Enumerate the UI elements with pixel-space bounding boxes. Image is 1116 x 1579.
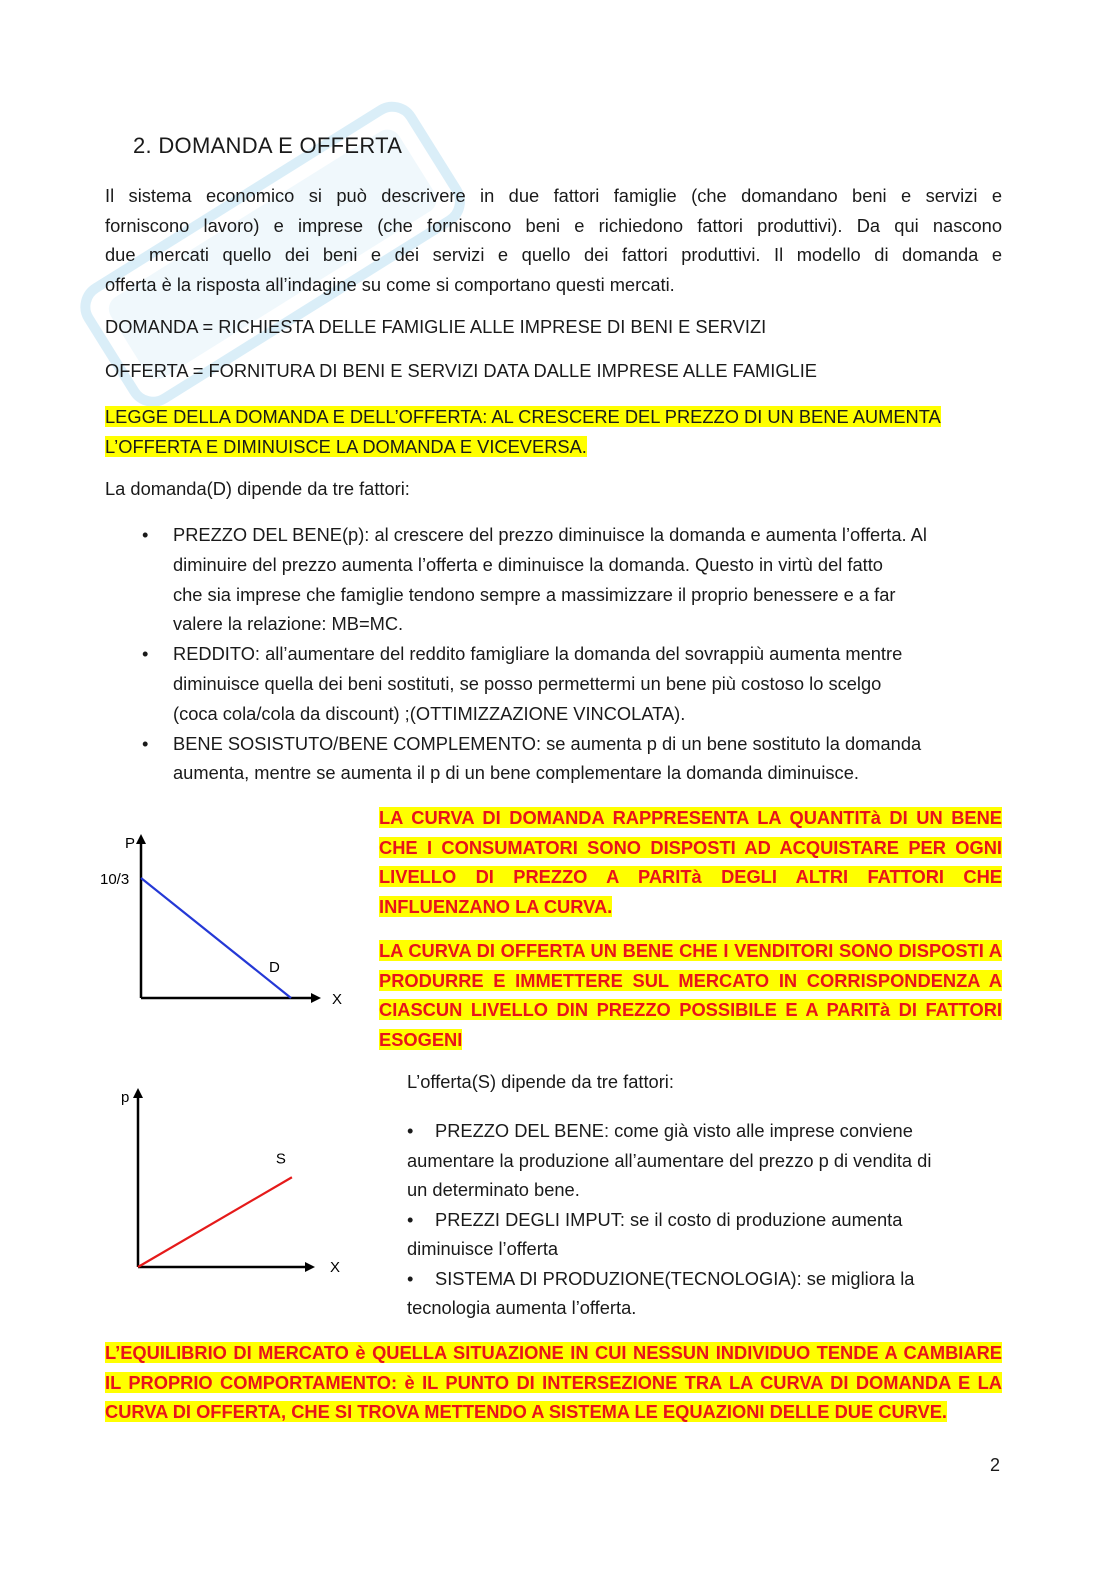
list-item-line: tecnologia aumenta l’offerta. <box>407 1297 637 1318</box>
definition-domanda: DOMANDA = RICHIESTA DELLE FAMIGLIE ALLE IMPRESE DI BENI E SERVIZI <box>105 316 767 337</box>
list-item-line: PREZZO DEL BENE: come già visto alle imprese conviene <box>435 1120 913 1141</box>
demand-series-line <box>141 878 291 998</box>
list-item-line: PREZZI DEGLI IMPUT: se il costo di produzione aumenta <box>435 1208 903 1230</box>
x-axis-label: X <box>332 991 343 1008</box>
list-item-line: diminuire del prezzo aumenta l’offerta e diminuisce la domanda. Questo in virtù del fatto <box>173 553 883 575</box>
curva-domanda-line: CHE I CONSUMATORI SONO DISPOSTI AD ACQUISTARE PER OGNI <box>379 836 1002 858</box>
list-item <box>105 729 1005 789</box>
list-item-line: diminuisce l’offerta <box>407 1238 559 1259</box>
list-item-line: (coca cola/cola da discount) ;(OTTIMIZZAZIONE VINCOLATA). <box>173 702 686 724</box>
equilibrio-line: L’EQUILIBRIO DI MERCATO è QUELLA SITUAZIONE IN CUI NESSUN INDIVIDUO TENDE A CAMBIARE <box>105 1342 1002 1363</box>
demand-series-label: D <box>269 959 280 976</box>
list-item-line: aumentare la produzione all’aumentare del prezzo p di vendita di <box>407 1149 932 1171</box>
curva-offerta-line: LA CURVA DI OFFERTA UN BENE CHE I VENDITORI SONO DISPOSTI A <box>379 940 1002 961</box>
list-item-line: REDDITO: all’aumentare del reddito famigliare la domanda del sovrappiù aumenta mentre <box>173 643 903 665</box>
list-item <box>407 1205 1007 1264</box>
list-item <box>407 1264 1007 1323</box>
list-item-line: aumenta, mentre se aumenta il p di un bene complementare la domanda diminuisce. <box>173 762 859 784</box>
bullet-icon: • <box>142 732 149 754</box>
domanda-factors-list <box>105 520 1005 788</box>
x-axis-label: X <box>330 1259 341 1276</box>
equilibrio-line: IL PROPRIO COMPORTAMENTO: è IL PUNTO DI INTERSEZIONE TRA LA CURVA DI DOMANDA E LA <box>105 1371 1002 1393</box>
x-axis-arrow-icon <box>311 993 321 1003</box>
x-axis-arrow-icon <box>305 1262 315 1272</box>
legge-line: L’OFFERTA E DIMINUISCE LA DOMANDA E VICEVERSA. <box>105 435 587 457</box>
equilibrio-definition <box>105 1338 1002 1427</box>
curva-domanda-line: INFLUENZANO LA CURVA. <box>379 895 613 917</box>
y-tick-label: 10/3 <box>100 871 130 888</box>
list-item-line: PREZZO DEL BENE(p): al crescere del prezzo diminuisce la domanda e aumenta l’offerta. Al <box>173 524 927 545</box>
definition-offerta: OFFERTA = FORNITURA DI BENI E SERVIZI DATA DALLE IMPRESE ALLE FAMIGLIE <box>105 360 817 381</box>
bullet-icon: • <box>142 643 149 665</box>
curva-domanda-line: LA CURVA DI DOMANDA RAPPRESENTA LA QUANTITà DI UN BENE <box>379 807 1002 828</box>
list-item <box>105 639 1005 728</box>
curva-offerta-definition <box>379 936 1002 1054</box>
curva-domanda-line: LIVELLO DI PREZZO A PARITà DEGLI ALTRI FATTORI CHE <box>379 866 1002 887</box>
curva-offerta-line: ESOGENI <box>379 1028 463 1050</box>
legge-domanda-offerta <box>105 402 941 461</box>
curva-domanda-definition <box>379 803 1002 921</box>
bullet-icon: • <box>407 1208 414 1230</box>
list-item <box>407 1116 1007 1205</box>
supply-series-label: S <box>275 1150 286 1168</box>
page-number: 2 <box>990 1455 1001 1475</box>
bullet-icon: • <box>142 524 149 545</box>
list-item-line: SISTEMA DI PRODUZIONE(TECNOLOGIA): se migliora la <box>435 1267 915 1289</box>
list-item-line: BENE SOSISTUTO/BENE COMPLEMENTO: se aumenta p di un bene sostituto la domanda <box>173 732 922 754</box>
list-item-line: un determinato bene. <box>407 1179 580 1200</box>
intro-line: Il sistema economico si può descrivere in due fattori famiglie (che domandano beni e servizi e <box>105 185 1002 206</box>
intro-line: offerta è la risposta all’indagine su come si comportano questi mercati. <box>105 273 675 295</box>
y-axis-label: p <box>121 1089 130 1106</box>
curva-offerta-line: PRODURRE E IMMETTERE SUL MERCATO IN CORRISPONDENZA A <box>379 969 1002 991</box>
domanda-intro: La domanda(D) dipende da tre fattori: <box>105 478 410 499</box>
list-item <box>105 520 1005 639</box>
y-axis-arrow-icon <box>136 834 146 844</box>
section-heading: 2. DOMANDA E OFFERTA <box>133 133 403 158</box>
intro-line: forniscono lavoro) e imprese (che forniscono beni e richiedono fattori produttivi). Da qui nascono <box>105 214 1002 236</box>
curva-offerta-line: CIASCUN LIVELLO DIN PREZZO POSSIBILE E A PARITà DI FATTORI <box>379 999 1002 1020</box>
intro-paragraph <box>105 181 1002 299</box>
list-item-line: diminuisce quella dei beni sostituti, se posso permettermi un bene più costoso lo scelgo <box>173 672 882 694</box>
bullet-icon: • <box>407 1267 414 1289</box>
list-item-line: che sia imprese che famiglie tendono sempre a massimizzare il proprio benessere e a far <box>173 583 896 605</box>
demand-curve-chart <box>95 830 355 1020</box>
bullet-icon: • <box>407 1120 414 1141</box>
list-item-line: valere la relazione: MB=MC. <box>173 613 404 635</box>
intro-line: due mercati quello dei beni e dei servizi e quello dei fattori produttivi. Il modello di domanda e <box>105 244 1002 265</box>
offerta-factors-list <box>407 1116 1007 1323</box>
supply-series-line <box>138 1177 292 1267</box>
y-axis-label: P <box>125 835 136 852</box>
y-axis-arrow-icon <box>133 1088 143 1098</box>
legge-line: LEGGE DELLA DOMANDA E DELL’OFFERTA: AL CRESCERE DEL PREZZO DI UN BENE AUMENTA <box>105 406 941 427</box>
supply-curve-chart <box>95 1080 355 1280</box>
offerta-intro: L’offerta(S) dipende da tre fattori: <box>407 1071 674 1092</box>
equilibrio-line: CURVA DI OFFERTA, CHE SI TROVA METTENDO A SISTEMA LE EQUAZIONI DELLE DUE CURVE. <box>105 1401 947 1422</box>
